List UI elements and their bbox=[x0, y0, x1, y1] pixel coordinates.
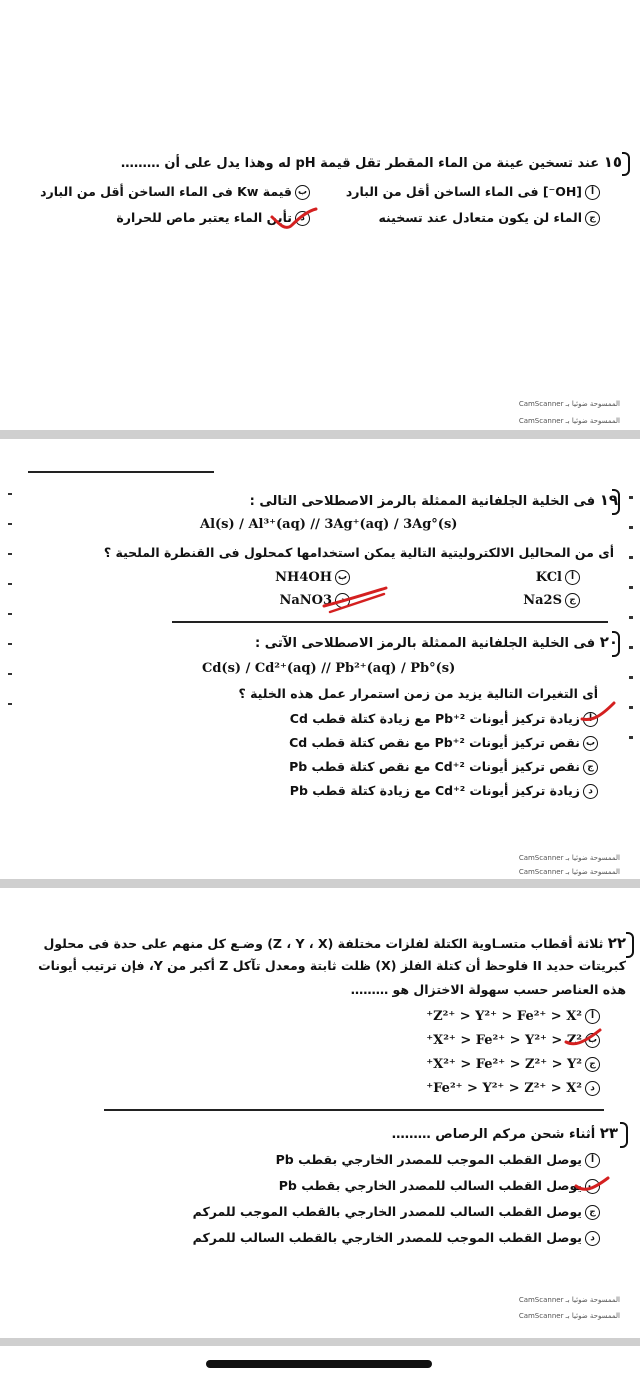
q22-option-b[interactable]: بX²⁺ > Fe²⁺ > Y²⁺ > Z²⁺ bbox=[426, 1032, 600, 1048]
q15-number: ١٥ bbox=[603, 153, 622, 171]
camscanner-watermark: الممسوحة ضوئيا بـ CamScanner bbox=[518, 1296, 620, 1304]
option-c-badge: ج bbox=[565, 593, 580, 608]
option-c-badge: ج bbox=[585, 1205, 600, 1220]
home-indicator[interactable] bbox=[206, 1360, 432, 1368]
answer-check-icon bbox=[268, 205, 318, 235]
q20-option-d[interactable]: دزيادة تركيز أيونات Cd⁺² مع زيادة كتلة قطب Pb bbox=[290, 783, 598, 799]
option-d-badge: د bbox=[335, 593, 350, 608]
q19-formula: Al(s) / Al³⁺(aq) // 3Ag⁺(aq) / 3Ag°(s) bbox=[200, 517, 458, 532]
q15-option-d[interactable]: دتأين الماء يعتبر ماص للحرارة bbox=[116, 210, 310, 226]
scanned-page-4 bbox=[0, 1346, 640, 1383]
q20-number: ٢٠ bbox=[599, 633, 618, 651]
answer-check-icon bbox=[580, 699, 616, 729]
q23-text: أثناء شحن مركم الرصاص ……… bbox=[391, 1127, 596, 1142]
q19-header bbox=[250, 491, 618, 509]
q19-bracket bbox=[612, 489, 620, 515]
camscanner-watermark: الممسوحة ضوئيا بـ CamScanner bbox=[518, 417, 620, 425]
q23-option-b[interactable]: بيوصل القطب السالب للمصدر الخارجي بقطب Pb bbox=[279, 1178, 600, 1194]
q15-option-c[interactable]: جالماء لن يكون متعادل عند تسخينه bbox=[378, 210, 600, 226]
q22-bracket bbox=[626, 932, 634, 958]
option-b-badge: ب bbox=[295, 185, 310, 200]
q22-option-a[interactable]: أZ²⁺ > Y²⁺ > Fe²⁺ > X²⁺ bbox=[426, 1008, 600, 1024]
option-a-badge: أ bbox=[585, 1153, 600, 1168]
q23-header bbox=[392, 1124, 618, 1142]
q22-line-2: كبريتات حديد II فلوحظ أن كتلة الفلز (X) ظلت ثابتة ومعدل تآكل Z أكبر من Y، فإن ترتيب أيونات bbox=[38, 958, 626, 973]
camscanner-watermark: الممسوحة ضوئيا بـ CamScanner bbox=[518, 868, 620, 876]
divider-line bbox=[28, 471, 214, 473]
option-b-badge: ب bbox=[585, 1033, 600, 1048]
q19-option-a[interactable]: أKCl bbox=[536, 569, 580, 585]
camscanner-watermark: الممسوحة ضوئيا بـ CamScanner bbox=[518, 1312, 620, 1320]
camscanner-watermark: الممسوحة ضوئيا بـ CamScanner bbox=[518, 400, 620, 408]
option-c-badge: ج bbox=[583, 760, 598, 775]
q15-text: عند تسخين عينة من الماء المقطر تقل قيمة pH له وهذا يدل على أن ……… bbox=[120, 156, 600, 171]
q19-number: ١٩ bbox=[599, 491, 618, 509]
option-c-badge: ج bbox=[585, 1057, 600, 1072]
option-d-badge: د bbox=[585, 1231, 600, 1246]
option-a-badge: أ bbox=[565, 570, 580, 585]
q19-option-b[interactable]: بNH4OH bbox=[275, 569, 350, 585]
scanned-page-1 bbox=[0, 0, 640, 430]
answer-check-icon bbox=[574, 1172, 612, 1196]
divider-line bbox=[104, 1109, 604, 1111]
q19-text: فى الخلية الجلفانية الممثلة بالرمز الاصطلاحى التالى : bbox=[249, 494, 596, 509]
q20-option-c[interactable]: جنقص تركيز أيونات Cd⁺² مع نقص كتلة قطب Pb bbox=[289, 759, 598, 775]
q15-header bbox=[121, 153, 622, 171]
q23-option-d[interactable]: ديوصل القطب الموجب للمصدر الخارجي بالقطب السالب للمركم bbox=[193, 1230, 600, 1246]
option-c-badge: ج bbox=[585, 211, 600, 226]
option-a-badge: أ bbox=[585, 1009, 600, 1024]
option-a-badge: أ bbox=[583, 712, 598, 727]
q22-option-d[interactable]: دFe²⁺ > Y²⁺ > Z²⁺ > X²⁺ bbox=[426, 1080, 600, 1096]
q15-option-a[interactable]: أ[OH⁻] فى الماء الساخن أقل من البارد bbox=[346, 184, 600, 200]
q20-question: أى التغيرات التالية يزيد من زمن استمرار عمل هذه الخلية ؟ bbox=[238, 686, 598, 701]
scanned-page-2 bbox=[0, 439, 640, 879]
answer-check-icon bbox=[564, 1024, 604, 1052]
page-edge-marks bbox=[626, 491, 636, 751]
q15-option-b[interactable]: بقيمة Kw فى الماء الساخن أقل من البارد bbox=[40, 184, 310, 200]
option-a-badge: أ bbox=[585, 185, 600, 200]
option-b-badge: ب bbox=[335, 570, 350, 585]
scanned-page-3 bbox=[0, 888, 640, 1338]
option-b-badge: ب bbox=[583, 736, 598, 751]
q20-formula: Cd(s) / Cd²⁺(aq) // Pb²⁺(aq) / Pb°(s) bbox=[202, 661, 456, 676]
q19-question: أى من المحاليل الالكتروليتية التالية يمكن استخدامها كمحلول فى القنطرة الملحية ؟ bbox=[103, 545, 614, 560]
q20-option-a[interactable]: أزيادة تركيز أيونات Pb⁺² مع زيادة كتلة قطب Cd bbox=[290, 711, 598, 727]
q22-line-3: هذه العناصر حسب سهولة الاختزال هو ……… bbox=[350, 982, 626, 997]
camscanner-watermark: الممسوحة ضوئيا بـ CamScanner bbox=[518, 854, 620, 862]
q19-option-d[interactable]: دNaNO3 bbox=[279, 592, 350, 608]
option-d-badge: د bbox=[585, 1081, 600, 1096]
q23-option-c[interactable]: جيوصل القطب السالب للمصدر الخارجي بالقطب الموجب للمركم bbox=[193, 1204, 600, 1220]
q20-option-b[interactable]: بنقص تركيز أيونات Pb⁺² مع نقص كتلة قطب Cd bbox=[289, 735, 598, 751]
q23-option-a[interactable]: أيوصل القطب الموجب للمصدر الخارجي بقطب Pb bbox=[276, 1152, 600, 1168]
q22-line-1: ٢٢ ثلاثة أقطاب متسـاوية الكتلة لفلزات مختلفة (Z ، Y ، X) وضـع كل منهم على حدة فى محلول bbox=[43, 934, 626, 952]
q23-bracket bbox=[620, 1122, 628, 1148]
q23-number: ٢٣ bbox=[599, 1124, 618, 1142]
page-edge-marks bbox=[6, 483, 16, 743]
q20-bracket bbox=[612, 631, 620, 657]
answer-check-icon bbox=[320, 584, 390, 616]
q22-option-c[interactable]: جX²⁺ > Fe²⁺ > Z²⁺ > Y²⁺ bbox=[426, 1056, 600, 1072]
q19-option-c[interactable]: جNa2S bbox=[523, 592, 580, 608]
option-d-badge: د bbox=[583, 784, 598, 799]
q20-text: فى الخلية الجلفانية الممثلة بالرمز الاصطلاحى الآتى : bbox=[255, 636, 596, 651]
q20-header bbox=[255, 633, 618, 651]
divider-line bbox=[172, 621, 608, 623]
option-b-badge: ب bbox=[585, 1179, 600, 1194]
option-d-badge: د bbox=[295, 211, 310, 226]
q22-number: ٢٢ bbox=[607, 934, 626, 952]
q15-bracket bbox=[622, 152, 630, 176]
